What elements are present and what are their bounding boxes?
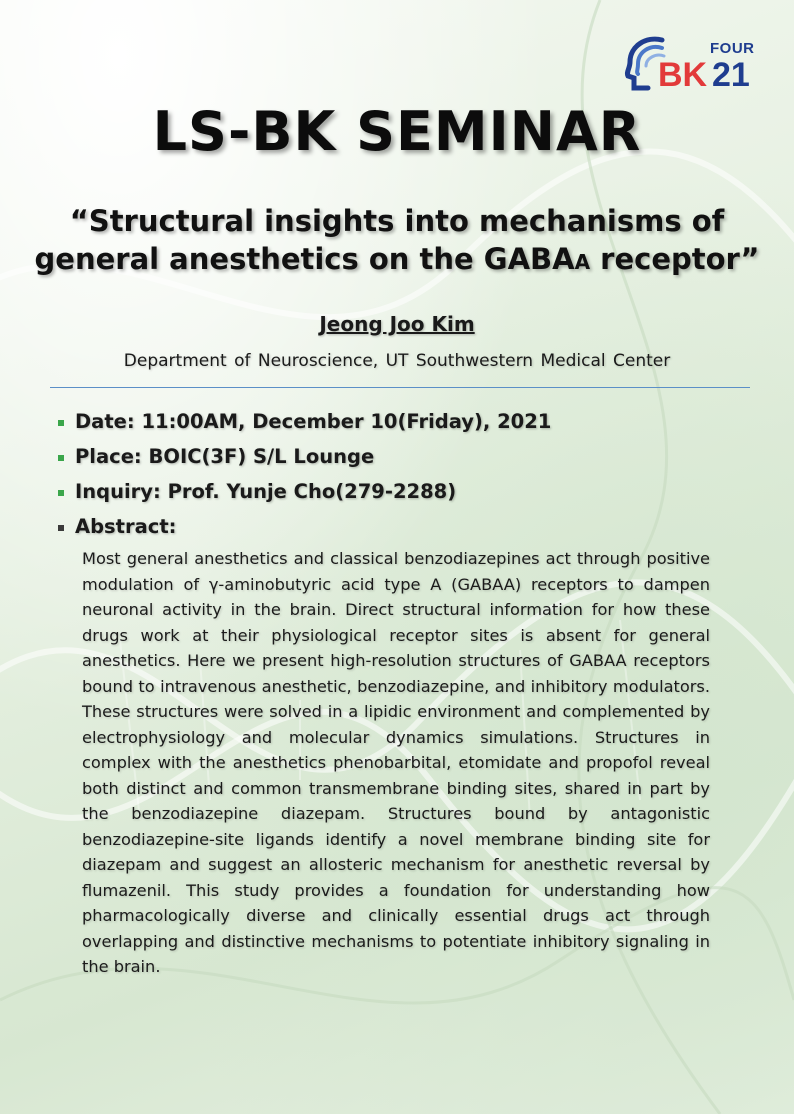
divider [50,387,750,388]
event-inquiry [58,474,551,509]
event-info-list [58,404,551,544]
square-bullet-icon [58,490,64,496]
talk-title-end: receptor” [590,242,760,276]
abstract-body: Most general anesthetics and classical benzodiazepines act through positive modulation of γ-aminobutyric acid type A (GABAA) receptors to dampen neuronal activity in the brain. Direct structural information for how these drugs work at their physiological receptor sites is absent for general anesthetics. Here we present high-resolution structures of GABAA receptors bound to intravenous anesthetic, benzodiazepine, and inhibitory modulators. These structures were solved in a lipidic environment and complemented by electrophysiology and molecular dynamics simulations. Structures in complex with the anesthetics phenobarbital, etomidate and propofol reveal both distinct and common transmembrane binding sites, shared in part by the benzodiazepine diazepam. Structures bound by antagonistic benzodiazepine-site ligands identify a novel membrane binding site for diazepam and suggest an allosteric mechanism for anesthetic reversal by flumazenil. This study provides a foundation for understanding how pharmacologically diverse and clinically essential drugs act through overlapping and distinctive mechanisms to potentiate inhibitory signaling in the brain. [82,549,710,976]
event-inquiry-text: Inquiry: Prof. Yunje Cho(279-2288) [75,480,457,503]
logo-21-text: 21 [712,56,750,94]
logo-four-text: FOUR [710,40,755,57]
talk-title-line-1: “Structural insights into mechanisms of [69,204,725,238]
talk-title-subscript: A [574,250,591,274]
square-bullet-icon [58,525,64,531]
seminar-title: LS-BK SEMINAR [152,100,642,163]
talk-title-main: general anesthetics on the GABA [34,242,575,276]
talk-title-line-2 [0,240,794,281]
bk21-four-logo [622,34,755,98]
logo-bk-text: BK [658,56,708,94]
abstract-heading-text: Abstract: [75,515,177,538]
event-date [58,404,551,439]
square-bullet-icon [58,455,64,461]
event-place-text: Place: BOIC(3F) S/L Lounge [75,445,375,468]
talk-title [0,202,794,281]
abstract-heading [58,509,551,544]
speaker-affiliation: Department of Neuroscience, UT Southwestern Medical Center [123,351,671,371]
square-bullet-icon [58,420,64,426]
speaker-name: Jeong Joo Kim [319,312,475,336]
event-date-text: Date: 11:00AM, December 10(Friday), 2021 [75,410,552,433]
event-place [58,439,551,474]
